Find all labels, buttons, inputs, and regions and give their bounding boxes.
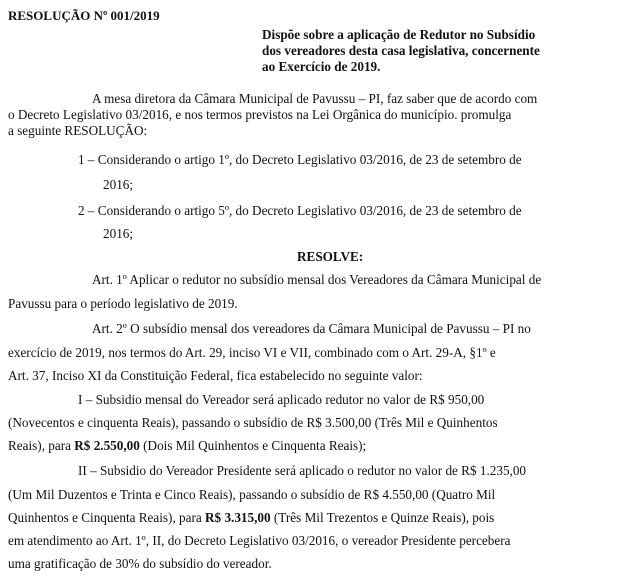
inciso-line: (Um Mil Duzentos e Trinta e Cinco Reais), passando o subsídio de R$ 4.550,00 (Quatro Mil xyxy=(8,487,496,502)
inciso-text: Quinhentos e Cinquenta Reais), para xyxy=(8,510,206,525)
inciso-text: (Dois Mil Quinhentos e Cinquenta Reais); xyxy=(139,438,367,453)
ementa-line: dos vereadores desta casa legislativa, concernente xyxy=(262,43,540,58)
inciso-line xyxy=(8,510,494,526)
consideration-line: 2016; xyxy=(103,177,134,192)
resolution-title: RESOLUÇÃO Nº 001/2019 xyxy=(8,8,160,23)
inciso-text: Reais), para xyxy=(8,438,75,453)
consideration-line: 2016; xyxy=(103,226,134,241)
ementa-line: ao Exercício de 2019. xyxy=(262,59,381,74)
consideration-line: 2 – Considerando o artigo 5º, do Decreto Legislativo 03/2016, de 23 de setembro de xyxy=(78,203,522,218)
article-line: Pavussu para o período legislativo de 2019. xyxy=(8,296,238,311)
inciso-line: (Novecentos e cinquenta Reais), passando o subsídio de R$ 3.500,00 (Três Mil e Quinhentos xyxy=(8,415,498,430)
article-line: Art. 1º Aplicar o redutor no subsídio mensal dos Vereadores da Câmara Municipal de xyxy=(92,272,542,287)
article-line: exercício de 2019, nos termos do Art. 29, inciso VI e VII, combinado com o Art. 29-A, §1º e xyxy=(8,345,496,360)
inciso-text: (Três Mil Trezentos e Quinze Reais), pois xyxy=(270,510,495,525)
paragraph-line: A mesa diretora da Câmara Municipal de Pavussu – PI, faz saber que de acordo com xyxy=(92,91,538,106)
new-subsidy-amount: R$ 2.550,00 xyxy=(74,438,140,453)
paragraph-line: o Decreto Legislativo 03/2016, e nos termos previstos na Lei Orgânica do município. promulga xyxy=(8,107,512,122)
consideration-line: 1 – Considerando o artigo 1º, do Decreto Legislativo 03/2016, de 23 de setembro de xyxy=(78,152,522,167)
article-line: Art. 2º O subsídio mensal dos vereadores da Câmara Municipal de Pavussu – PI no xyxy=(92,321,531,336)
new-subsidy-amount: R$ 3.315,00 xyxy=(205,510,271,525)
inciso-line: em atendimento ao Art. 1º, II, do Decreto Legislativo 03/2016, o vereador Presidente percebera xyxy=(8,533,511,548)
ementa-line: Dispõe sobre a aplicação de Redutor no Subsídio xyxy=(262,27,536,42)
resolve-heading: RESOLVE: xyxy=(297,249,364,264)
article-line: Art. 37, Inciso XI da Constituição Federal, fica estabelecido no seguinte valor: xyxy=(8,368,423,383)
inciso-line: II – Subsidio do Vereador Presidente será aplicado o redutor no valor de R$ 1.235,00 xyxy=(78,463,527,478)
inciso-line: uma gratificação de 30% do subsídio do vereador. xyxy=(8,556,272,571)
inciso-line xyxy=(8,438,366,454)
paragraph-line: a seguinte RESOLUÇÃO: xyxy=(8,123,148,138)
inciso-line: I – Subsidio mensal do Vereador será aplicado redutor no valor de R$ 950,00 xyxy=(78,392,485,407)
